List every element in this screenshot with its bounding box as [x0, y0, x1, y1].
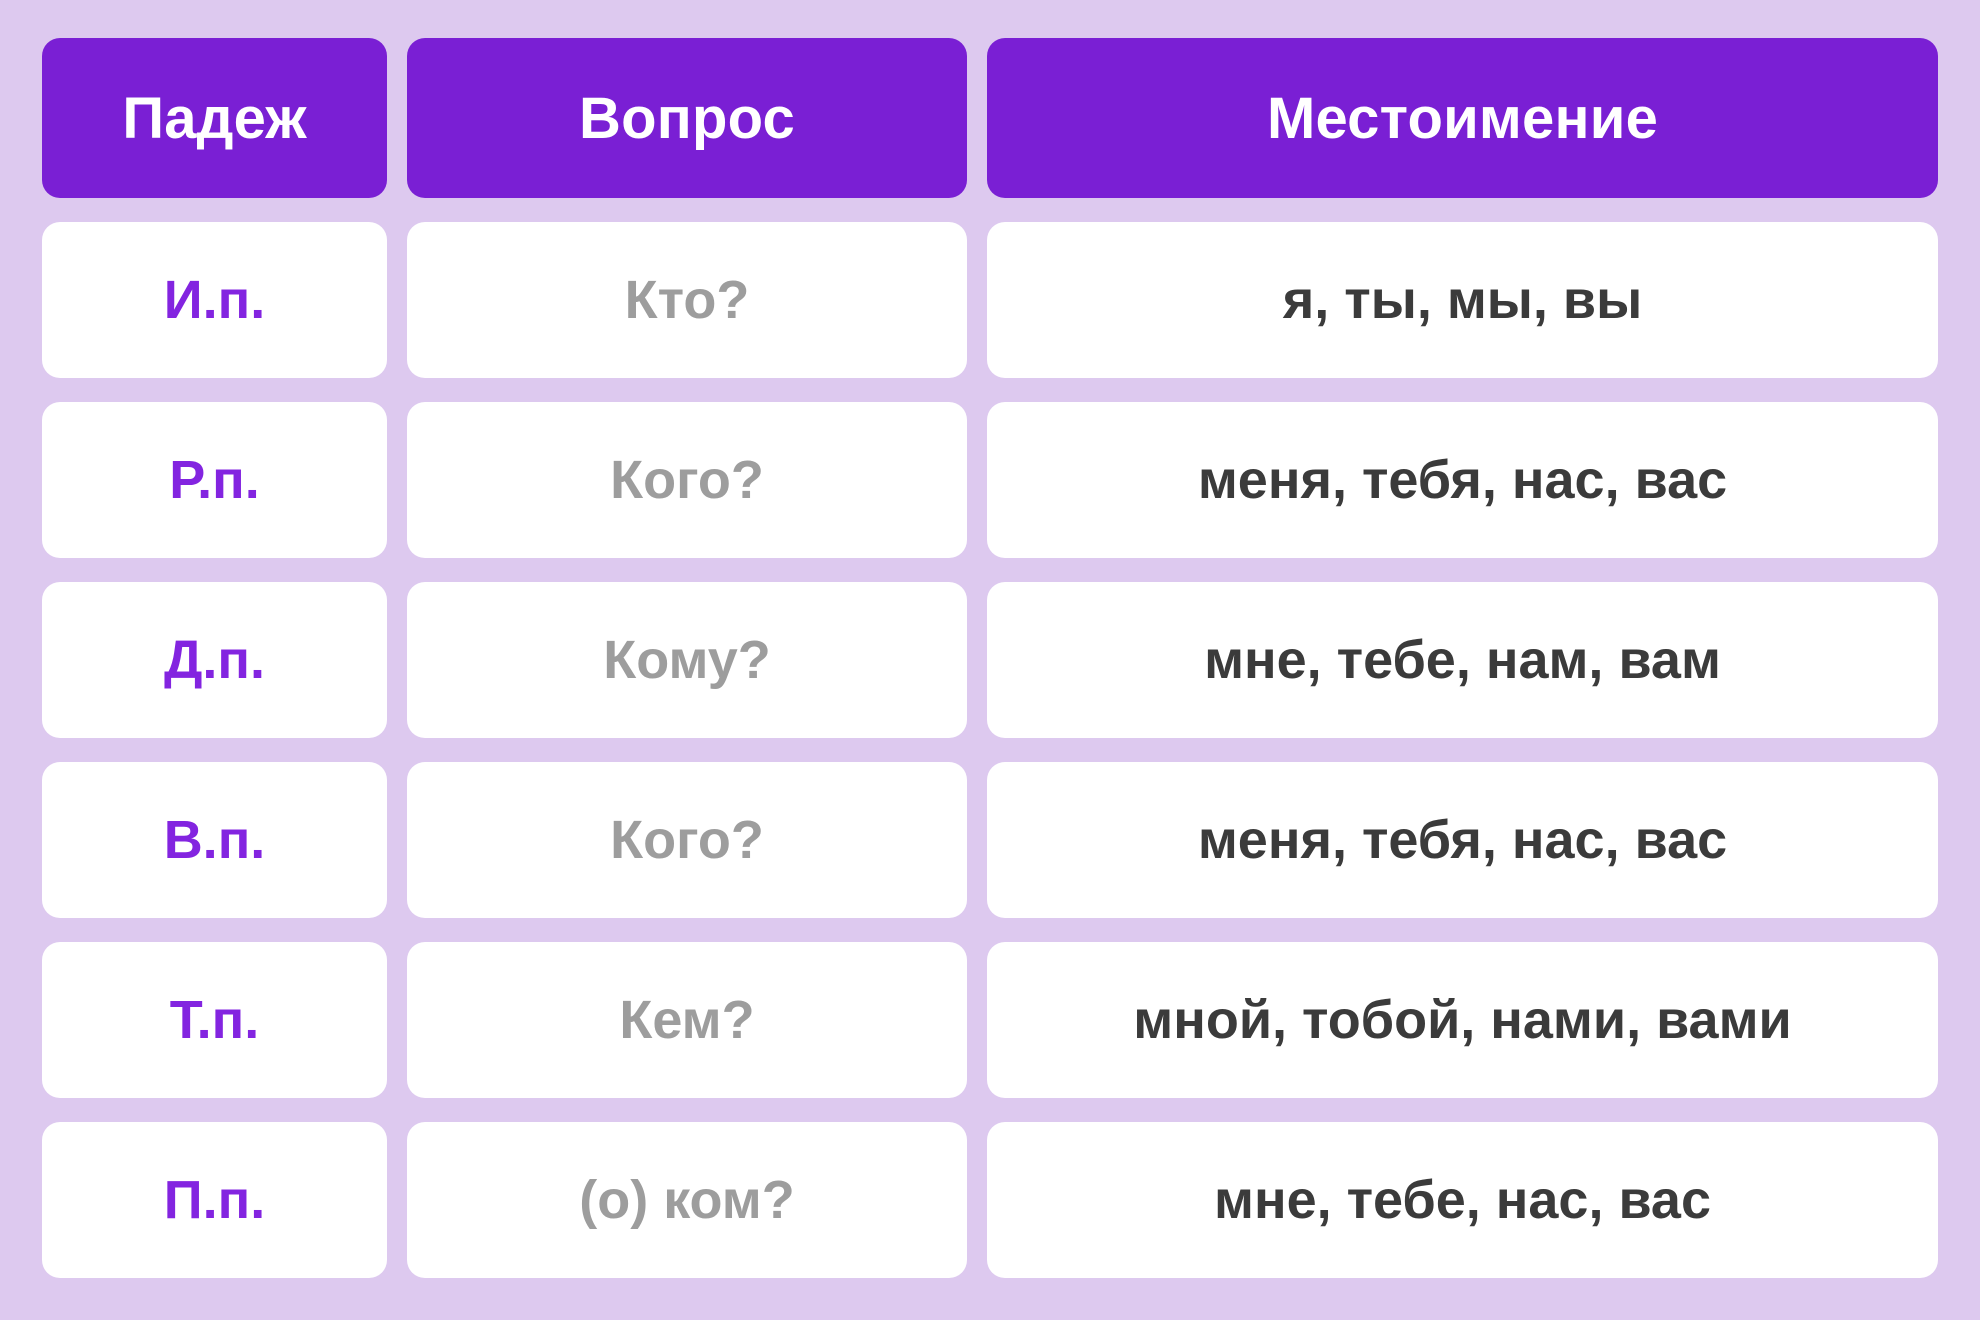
- table-header-row: [42, 38, 1938, 198]
- cell-question: Кого?: [407, 402, 967, 558]
- cell-pronoun: я, ты, мы, вы: [987, 222, 1938, 378]
- cell-question: Кого?: [407, 762, 967, 918]
- table-row: [42, 402, 1938, 558]
- table-row: [42, 222, 1938, 378]
- cell-pronoun: меня, тебя, нас, вас: [987, 762, 1938, 918]
- cell-pronoun: мне, тебе, нас, вас: [987, 1122, 1938, 1278]
- cell-case: Т.п.: [42, 942, 387, 1098]
- cell-question: Кто?: [407, 222, 967, 378]
- cell-pronoun: меня, тебя, нас, вас: [987, 402, 1938, 558]
- table-row: [42, 1122, 1938, 1278]
- cell-case: Р.п.: [42, 402, 387, 558]
- cell-pronoun: мне, тебе, нам, вам: [987, 582, 1938, 738]
- cell-question: Кем?: [407, 942, 967, 1098]
- cell-question: Кому?: [407, 582, 967, 738]
- column-header-pronoun: Местоимение: [987, 38, 1938, 198]
- cell-question: (о) ком?: [407, 1122, 967, 1278]
- cell-case: Д.п.: [42, 582, 387, 738]
- table-row: [42, 762, 1938, 918]
- table-row: [42, 942, 1938, 1098]
- table-row: [42, 582, 1938, 738]
- column-header-question: Вопрос: [407, 38, 967, 198]
- cell-case: И.п.: [42, 222, 387, 378]
- column-header-case: Падеж: [42, 38, 387, 198]
- cell-case: П.п.: [42, 1122, 387, 1278]
- cell-case: В.п.: [42, 762, 387, 918]
- cell-pronoun: мной, тобой, нами, вами: [987, 942, 1938, 1098]
